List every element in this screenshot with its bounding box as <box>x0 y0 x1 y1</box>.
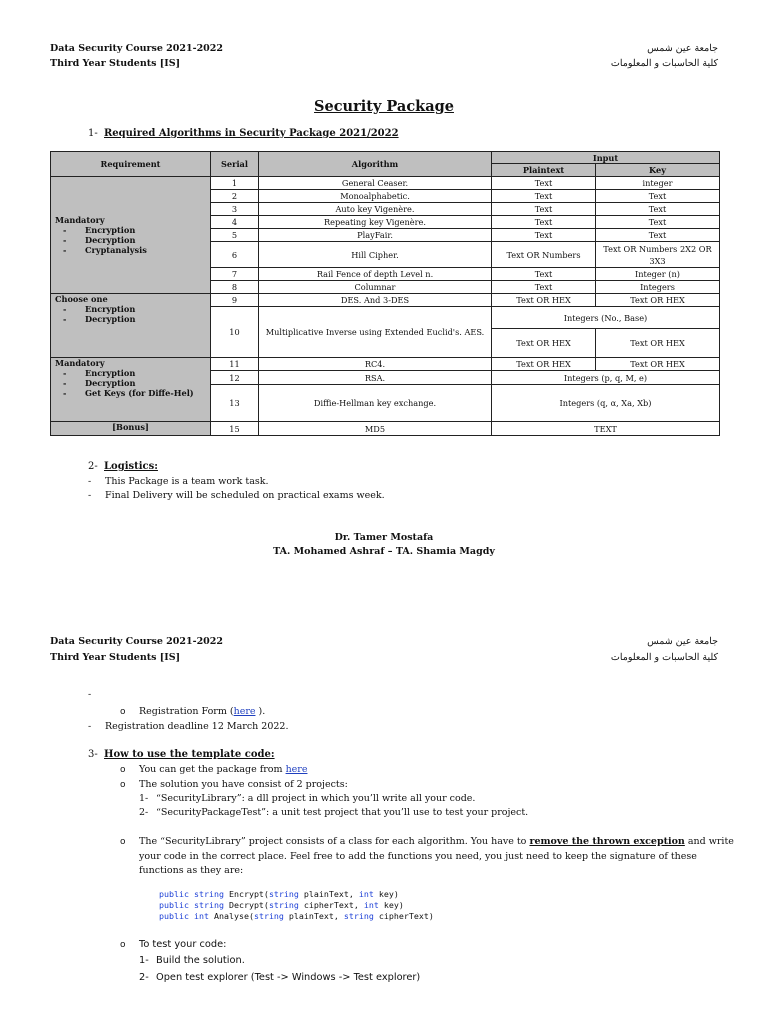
page-title: Security Package <box>314 98 454 115</box>
cell-algorithm: Multiplicative Inverse using Extended Euclid's. AES. <box>259 307 492 358</box>
group-choose-one: Choose one - Encryption - Decryption <box>51 294 211 358</box>
bullet-dash: - <box>88 689 92 700</box>
cell-input-merged: Integers (p, q, M, e) <box>492 371 720 385</box>
cell-algorithm: Hill Cipher. <box>259 242 492 268</box>
students-label: Third Year Students [IS] <box>50 652 181 663</box>
cell-plaintext: Text <box>492 177 596 190</box>
group-mandatory-2: Mandatory - Encryption - Decryption - Get Keys (for Diffe-Hel) <box>51 358 211 422</box>
signature-professor: Dr. Tamer Mostafa <box>334 532 434 543</box>
deadline-line: - Registration deadline 12 March 2022. <box>88 721 289 732</box>
university-name-ar: جامعة عين شمس <box>647 43 718 54</box>
logistics-item: - Final Delivery will be scheduled on practical exams week. <box>88 490 385 501</box>
cell-plaintext: Text OR HEX <box>492 294 596 307</box>
cell-key: Text OR HEX <box>596 358 720 371</box>
cell-key: integer <box>596 177 720 190</box>
cell-serial: 9 <box>211 294 259 307</box>
code-line: public string Encrypt(string plainText, int key) <box>159 889 399 899</box>
cell-algorithm: Columnar <box>259 281 492 294</box>
package-source-line: o You can get the package from here <box>120 764 308 775</box>
cell-serial: 11 <box>211 358 259 371</box>
cell-key: Integer (n) <box>596 268 720 281</box>
cell-serial: 4 <box>211 216 259 229</box>
cell-plaintext: Text OR HEX <box>492 358 596 371</box>
project-item: 2- “SecurityPackageTest”: a unit test project that you’ll use to test your project. <box>139 807 529 818</box>
university-name-ar: جامعة عين شمس <box>647 636 718 647</box>
cell-key: Text <box>596 229 720 242</box>
requirements-table <box>50 151 720 436</box>
cell-serial: 1 <box>211 177 259 190</box>
header-requirement: Requirement <box>51 152 211 177</box>
code-line: public int Analyse(string plainText, string cipherText) <box>159 911 434 921</box>
cell-input-merged: TEXT <box>492 422 720 436</box>
cell-plaintext: Text <box>492 190 596 203</box>
cell-input-merged: Integers (No., Base) <box>492 307 720 329</box>
cell-serial: 10 <box>211 307 259 358</box>
cell-algorithm: General Ceaser. <box>259 177 492 190</box>
solution-intro: o The solution you have consist of 2 projects: <box>120 779 348 790</box>
students-label: Third Year Students [IS] <box>50 58 181 69</box>
faculty-name-ar: كلية الحاسبات و المعلومات <box>610 58 718 69</box>
header-input: Input <box>492 152 720 164</box>
cell-plaintext: Text <box>492 229 596 242</box>
registration-form-link[interactable]: here <box>233 706 256 717</box>
cell-algorithm: Monoalphabetic. <box>259 190 492 203</box>
faculty-name-ar: كلية الحاسبات و المعلومات <box>610 652 718 663</box>
cell-serial: 15 <box>211 422 259 436</box>
cell-algorithm: Auto key Vigenère. <box>259 203 492 216</box>
header-plaintext: Plaintext <box>492 164 596 177</box>
cell-algorithm: Diffie-Hellman key exchange. <box>259 385 492 422</box>
header-key: Key <box>596 164 720 177</box>
course-title: Data Security Course 2021-2022 <box>50 636 224 647</box>
cell-serial: 12 <box>211 371 259 385</box>
section-3-heading: 3- How to use the template code: <box>88 749 275 760</box>
cell-input-merged: Integers (q, α, Xa, Xb) <box>492 385 720 422</box>
cell-algorithm: Rail Fence of depth Level n. <box>259 268 492 281</box>
cell-serial: 5 <box>211 229 259 242</box>
cell-serial: 2 <box>211 190 259 203</box>
cell-plaintext: Text <box>492 216 596 229</box>
cell-serial: 3 <box>211 203 259 216</box>
signature-tas: TA. Mohamed Ashraf – TA. Shamia Magdy <box>273 546 495 557</box>
cell-plaintext: Text <box>492 268 596 281</box>
test-step: 2- Open test explorer (Test -> Windows -> Test explorer) <box>139 972 421 983</box>
cell-algorithm: PlayFair. <box>259 229 492 242</box>
group-bonus: [Bonus] <box>51 422 211 436</box>
cell-key: Text <box>596 203 720 216</box>
cell-key: Text <box>596 216 720 229</box>
header-algorithm: Algorithm <box>259 152 492 177</box>
test-intro: o To test your code: <box>120 939 227 950</box>
cell-plaintext: Text OR HEX <box>492 329 596 358</box>
cell-plaintext: Text <box>492 203 596 216</box>
cell-plaintext: Text OR Numbers <box>492 242 596 268</box>
cell-algorithm: RC4. <box>259 358 492 371</box>
cell-algorithm: RSA. <box>259 371 492 385</box>
test-step: 1- Build the solution. <box>139 955 245 966</box>
group-mandatory-1: Mandatory - Encryption - Decryption - Cryptanalysis <box>51 177 211 294</box>
cell-serial: 8 <box>211 281 259 294</box>
cell-key: Text OR HEX <box>596 329 720 358</box>
cell-plaintext: Text <box>492 281 596 294</box>
cell-key: Text OR HEX <box>596 294 720 307</box>
cell-algorithm: Repeating key Vigenère. <box>259 216 492 229</box>
method-signatures-code <box>159 878 434 933</box>
package-link[interactable]: here <box>285 764 308 775</box>
logistics-item: - This Package is a team work task. <box>88 476 269 487</box>
course-title: Data Security Course 2021-2022 <box>50 43 224 54</box>
cell-serial: 13 <box>211 385 259 422</box>
header-serial: Serial <box>211 152 259 177</box>
library-description: o The “SecurityLibrary” project consists of a class for each algorithm. You have to remove the thrown exception and write <box>120 836 734 847</box>
section-2-heading: 2- Logistics: <box>88 461 158 472</box>
cell-key: Text <box>596 190 720 203</box>
cell-serial: 6 <box>211 242 259 268</box>
cell-serial: 7 <box>211 268 259 281</box>
section-1-heading: 1- Required Algorithms in Security Package 2021/2022 <box>88 128 399 139</box>
cell-algorithm: MD5 <box>259 422 492 436</box>
library-description-line3: functions as they are: <box>139 865 244 876</box>
cell-key: Integers <box>596 281 720 294</box>
cell-key: Text OR Numbers 2X2 OR 3X3 <box>596 242 720 268</box>
library-description-line2: your code in the correct place. Feel free to add the functions you need, you just need to keep the signature of these <box>139 851 697 862</box>
project-item: 1- “SecurityLibrary”: a dll project in which you’ll write all your code. <box>139 793 476 804</box>
code-line: public string Decrypt(string cipherText, int key) <box>159 900 404 910</box>
registration-line: o Registration Form (here ). <box>120 706 266 717</box>
cell-algorithm: DES. And 3-DES <box>259 294 492 307</box>
